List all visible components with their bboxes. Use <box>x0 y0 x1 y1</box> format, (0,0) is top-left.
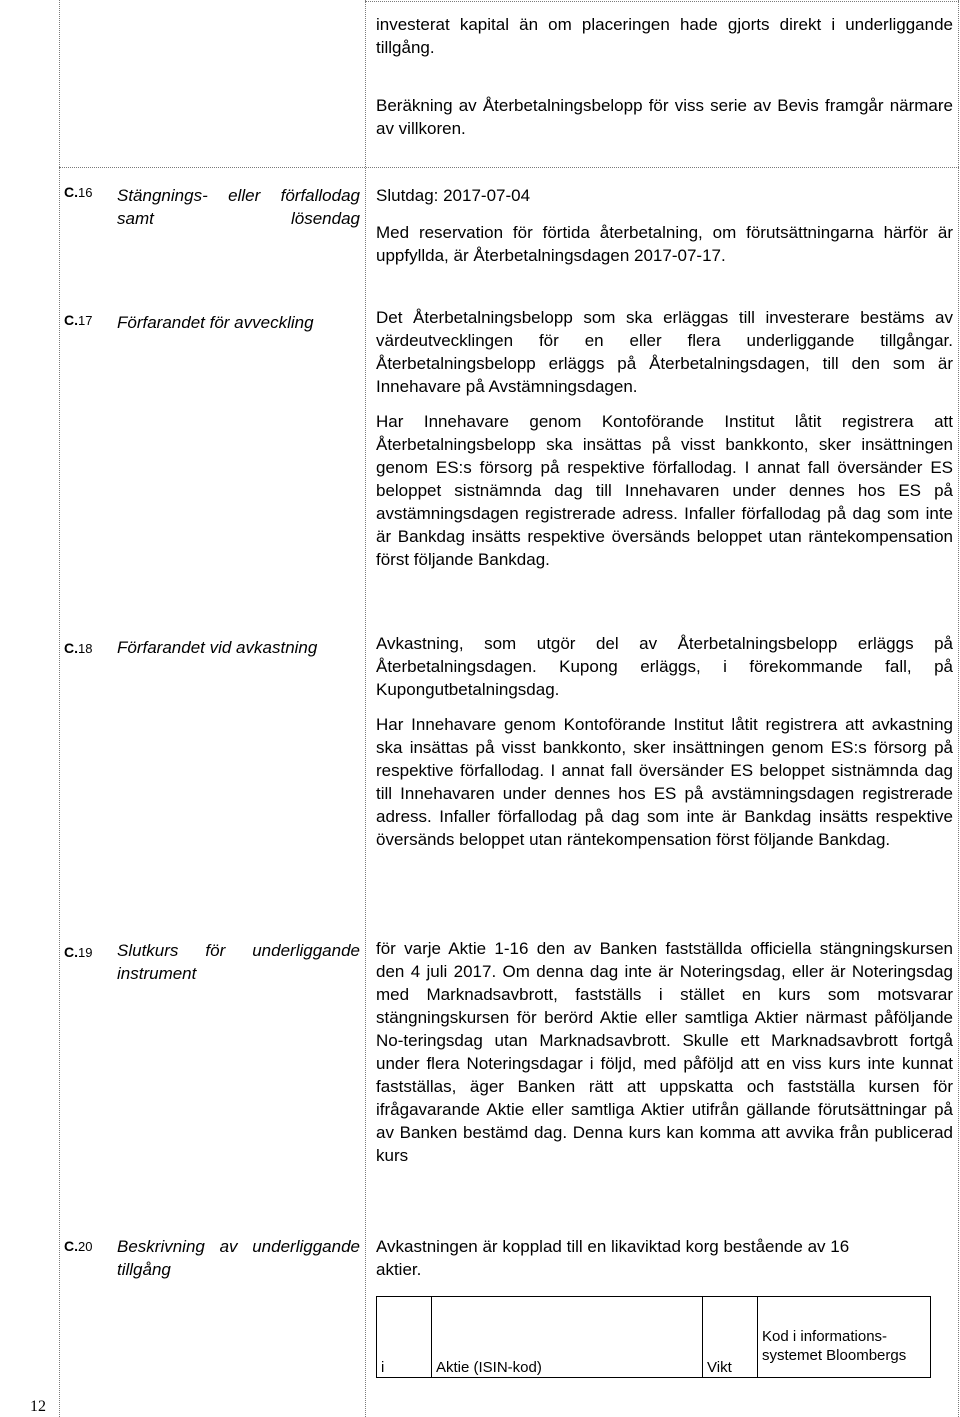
row-text-c17-a: Det Återbetalningsbelopp som ska erläggas till investerare bestäms av värdeutvecklingen för en eller flera underliggande tillgångar. Återbetalningsbelopp erläggs på Återbetalningsdagen, till den som är Innehavare på Avstämningsdagen. <box>376 308 953 396</box>
row-text-c18-b: Har Innehavare genom Kontoförande Institut låtit registrera att avkastning ska insättas på visst bankkonto, sker insättningen genom ES:s försorg på respektive förfallodag. I annat fall översänder ES beloppet sistnämnda dag till Innehavaren under dennes hos ES på avstämningsdagen registrerade adress. Infaller förfallodag på dag som inte är Bankdag insätts respektive översänds beloppet utan räntekompensation först följande Bankdag. <box>376 715 953 849</box>
row-text-c18-a: Avkastning, som utgör del av Återbetalningsbelopp erläggs på Återbetalningsdagen. Kupong erläggs, i förekommande fall, på Kupongutbetalningsdag. <box>376 634 953 699</box>
row-divider <box>59 167 959 168</box>
intro-paragraph-2: Beräkning av Återbetalningsbelopp för viss serie av Bevis framgår närmare av villkoren. <box>376 96 953 138</box>
grid-left-border <box>59 0 60 1417</box>
page-number: 12 <box>30 1398 46 1415</box>
table-header-bloomberg-code: Kod i informations-systemet Bloombergs <box>758 1297 931 1378</box>
row-label-c19-line2: instrument <box>117 964 197 983</box>
table-header-i: i <box>377 1297 432 1378</box>
row-id-c18: C.18 <box>64 640 93 656</box>
row-id-c16: C.16 <box>64 184 93 200</box>
row-text-c20: Avkastningen är kopplad till en likaviktad korg bestående av 16 aktier. <box>376 1237 850 1279</box>
row-id-c20: C.20 <box>64 1238 93 1254</box>
table-header-row <box>377 1297 931 1378</box>
underlying-assets-table <box>376 1296 931 1378</box>
table-header-share-isin: Aktie (ISIN-kod) <box>432 1297 703 1378</box>
row-label-c18: Förfarandet vid avkastning <box>117 638 318 657</box>
row-label-c20: Beskrivning av underliggande tillgång <box>117 1237 360 1279</box>
row-text-c17-b: Har Innehavare genom Kontoförande Institut låtit registrera att Återbetalningsbelopp ska insättas på visst bankkonto, sker insättningen genom ES:s försorg på respektive förfallodag. I annat fall översänder ES beloppet sistnämnda dag till Innehavaren under dennes hos ES på avstämningsdagen registrerade adress. Infaller förfallodag på dag som inte är Bankdag insätts respektive översänds beloppet utan räntekompensation först följande Bankdag. <box>376 412 953 569</box>
grid-right-border <box>958 0 959 1417</box>
grid-col-divider <box>365 0 366 1417</box>
row-id-c19: C.19 <box>64 944 93 960</box>
row-label-c19: Slutkurs för underliggande <box>117 941 360 960</box>
row-label-c16: Stängnings- eller förfallodag samt lösendag <box>117 186 360 228</box>
row-text-c19: för varje Aktie 1-16 den av Banken fastställda officiella stängningskursen den 4 juli 2017. Om denna dag inte är Noteringsdag, eller är Noteringsdag med Marknadsavbrott, fastställs i stället en kurs som motsvarar stängningskursen för berörd Aktie eller samtliga Aktier närmast påföljande No-teringsdag utan Marknadsavbrott. Skulle ett Marknadsavbrott fortgå under flera Noteringsdagar i följd, med påföljd att en viss kurs inte kunnat fastställas, äger Banken rätt att uppskatta och fastställa kursen för ifrågavarande Aktie eller samtliga Aktier utifrån gällande förutsättningar på av Banken bestämd dag. Denna kurs kan komma att avvika från publicerad kurs <box>376 939 953 1165</box>
row-id-c17: C.17 <box>64 312 93 328</box>
row-text-c16-b: Med reservation för förtida återbetalning, om förutsättningarna härför är uppfyllda, är Återbetalningsdagen 2017-07-17. <box>376 223 953 265</box>
intro-paragraph-1: investerat kapital än om placeringen hade gjorts direkt i underliggande tillgång. <box>376 15 953 57</box>
grid-top-border <box>365 1 959 2</box>
row-label-c17: Förfarandet för avveckling <box>117 313 314 332</box>
table-header-weight: Vikt <box>703 1297 758 1378</box>
row-text-c16-a: Slutdag: 2017-07-04 <box>376 186 531 205</box>
